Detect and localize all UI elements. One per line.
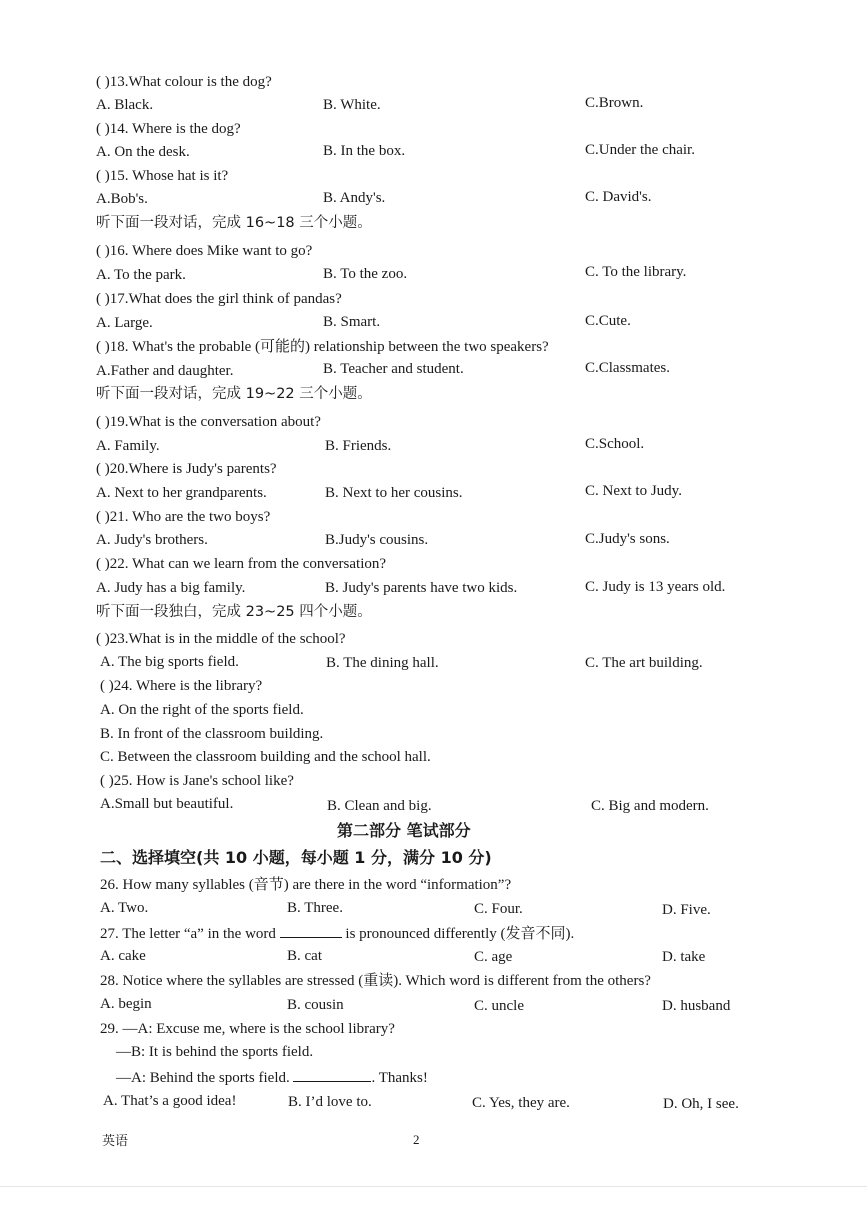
listening-section-19-22: 听下面一段对话，完成 19~22 三个小题。 [96, 386, 372, 402]
question-16-option-a: A. To the park. [96, 267, 186, 283]
question-21-option-b: B.Judy's cousins. [325, 532, 429, 548]
part-two-title: 第二部分 笔试部分 [337, 821, 471, 840]
question-15-option-c: C. David's. [585, 189, 652, 205]
question-29-line3-end: . Thanks! [371, 1070, 428, 1086]
question-25-option-c: C. Big and modern. [591, 798, 709, 814]
question-20-stem: ( )20.Where is Judy's parents? [96, 461, 277, 477]
listening-section-16-18: 听下面一段对话，完成 16~18 三个小题。 [96, 215, 372, 231]
question-28-option-b: B. cousin [287, 997, 344, 1013]
question-24-stem: ( )24. Where is the library? [100, 678, 263, 694]
question-18-option-c: C.Classmates. [585, 360, 670, 376]
question-29-line3-start: —A: Behind the sports field. [116, 1070, 290, 1086]
question-29-option-c: C. Yes, they are. [472, 1095, 570, 1111]
question-28-option-c: C. uncle [474, 998, 524, 1014]
question-14-stem: ( )14. Where is the dog? [96, 121, 241, 137]
question-23-option-b: B. The dining hall. [326, 655, 439, 671]
question-27-option-a: A. cake [100, 948, 146, 964]
question-22-option-a: A. Judy has a big family. [96, 580, 246, 596]
question-14-option-b: B. In the box. [323, 143, 406, 159]
question-19-option-a: A. Family. [96, 438, 160, 454]
question-19-stem: ( )19.What is the conversation about? [96, 414, 321, 430]
question-26-option-d: D. Five. [662, 902, 711, 918]
question-22-option-b: B. Judy's parents have two kids. [325, 580, 518, 596]
question-29-option-b: B. I’d love to. [288, 1094, 372, 1110]
question-29-dialogue-b: —B: It is behind the sports field. [116, 1044, 314, 1060]
question-24-option-b: B. In front of the classroom building. [100, 726, 324, 742]
question-29-dialogue-a2 [116, 1067, 428, 1088]
question-18-option-b: B. Teacher and student. [323, 361, 464, 377]
question-24-option-c: C. Between the classroom building and the school hall. [100, 749, 431, 765]
question-23-option-a: A. The big sports field. [100, 654, 239, 670]
question-23-stem: ( )23.What is in the middle of the school? [96, 631, 346, 647]
question-19-option-b: B. Friends. [325, 438, 392, 454]
footer-page-number: 2 [413, 1132, 420, 1147]
question-16-stem: ( )16. Where does Mike want to go? [96, 243, 313, 259]
question-18-option-a: A.Father and daughter. [96, 363, 234, 379]
question-21-option-c: C.Judy's sons. [585, 531, 670, 547]
question-16-option-c: C. To the library. [585, 264, 687, 280]
question-29-option-d: D. Oh, I see. [663, 1096, 739, 1112]
question-25-stem: ( )25. How is Jane's school like? [100, 773, 294, 789]
question-25-option-b: B. Clean and big. [327, 798, 432, 814]
question-14-option-c: C.Under the chair. [585, 142, 695, 158]
question-29-option-a: A. That’s a good idea! [103, 1093, 237, 1109]
section-heading-multiple-choice: 二、选择填空(共 10 小题，每小题 1 分，满分 10 分) [100, 848, 492, 867]
question-26-option-a: A. Two. [100, 900, 149, 916]
question-28-option-a: A. begin [100, 996, 152, 1012]
question-25-option-a: A.Small but beautiful. [100, 796, 234, 812]
question-16-option-b: B. To the zoo. [323, 266, 408, 282]
question-15-option-a: A.Bob's. [96, 191, 148, 207]
question-13-option-a: A. Black. [96, 97, 154, 113]
question-15-option-b: B. Andy's. [323, 190, 386, 206]
question-22-option-c: C. Judy is 13 years old. [585, 579, 726, 595]
question-22-stem: ( )22. What can we learn from the conversation? [96, 556, 387, 572]
question-26-option-b: B. Three. [287, 900, 343, 916]
question-15-stem: ( )15. Whose hat is it? [96, 168, 229, 184]
question-21-option-a: A. Judy's brothers. [96, 532, 208, 548]
question-27-stem-end: is pronounced differently (发音不同). [341, 926, 575, 942]
question-20-option-b: B. Next to her cousins. [325, 485, 463, 501]
question-29-stem: 29. —A: Excuse me, where is the school library? [100, 1021, 395, 1037]
question-28-stem: 28. Notice where the syllables are stressed (重读). Which word is different from the others? [100, 973, 651, 989]
listening-section-23-25: 听下面一段独白，完成 23~25 四个小题。 [96, 604, 372, 620]
question-23-option-c: C. The art building. [585, 655, 703, 671]
question-19-option-c: C.School. [585, 436, 645, 452]
question-24-option-a: A. On the right of the sports field. [100, 702, 304, 718]
question-14-option-a: A. On the desk. [96, 144, 190, 160]
question-29-answer-blank [293, 1067, 371, 1082]
question-13-option-b: B. White. [323, 97, 381, 113]
question-17-option-c: C.Cute. [585, 313, 631, 329]
question-17-option-a: A. Large. [96, 315, 153, 331]
question-13-stem: ( )13.What colour is the dog? [96, 74, 272, 90]
question-27-option-d: D. take [662, 949, 706, 965]
question-26-option-c: C. Four. [474, 901, 523, 917]
question-13-option-c: C.Brown. [585, 95, 644, 111]
question-26-stem: 26. How many syllables (音节) are there in the word “information”? [100, 877, 512, 893]
question-17-option-b: B. Smart. [323, 314, 381, 330]
question-27-stem [100, 923, 574, 944]
footer-subject: 英语 [102, 1134, 129, 1149]
question-20-option-a: A. Next to her grandparents. [96, 485, 267, 501]
question-21-stem: ( )21. Who are the two boys? [96, 509, 271, 525]
page-bottom-edge [0, 1186, 867, 1187]
question-17-stem: ( )17.What does the girl think of pandas? [96, 291, 342, 307]
question-27-stem-start: 27. The letter “a” in the word [100, 926, 276, 942]
question-28-option-d: D. husband [662, 998, 731, 1014]
question-20-option-c: C. Next to Judy. [585, 483, 682, 499]
question-27-answer-blank [280, 923, 342, 938]
question-27-option-b: B. cat [287, 948, 322, 964]
question-27-option-c: C. age [474, 949, 513, 965]
question-18-stem: ( )18. What's the probable (可能的) relationship between the two speakers? [96, 339, 549, 355]
